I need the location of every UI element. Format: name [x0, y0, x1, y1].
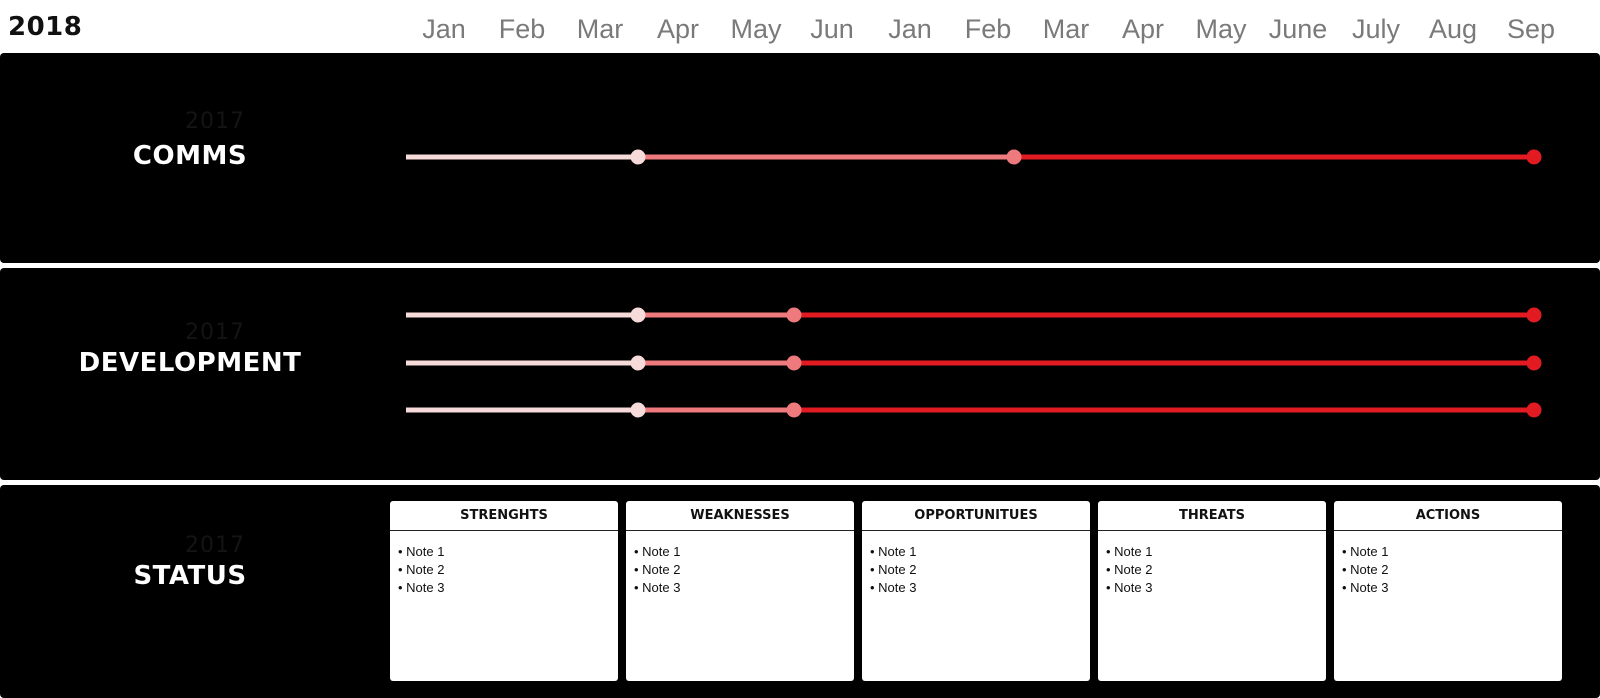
- status-label: STATUS: [133, 561, 247, 591]
- note-item: • Note 1: [398, 543, 618, 561]
- note-item: • Note 2: [1342, 561, 1562, 579]
- card-opportunitues: [862, 501, 1090, 681]
- comms-band: [0, 53, 1600, 263]
- month-label: Feb: [498, 14, 546, 44]
- note-item: • Note 2: [1106, 561, 1326, 579]
- development-ghost-year: 2017: [185, 320, 245, 345]
- card-notes: [1334, 531, 1562, 597]
- development-track-1-milestone-3[interactable]: [1527, 308, 1542, 323]
- development-timeline: [0, 268, 1600, 480]
- comms-track-1-milestone-3[interactable]: [1527, 150, 1542, 165]
- comms-track-1-milestone-1[interactable]: [631, 150, 646, 165]
- month-label: May: [730, 14, 782, 44]
- note-item: • Note 1: [1342, 543, 1562, 561]
- month-header: [0, 14, 1600, 48]
- development-track-2-milestone-3[interactable]: [1527, 356, 1542, 371]
- month-label: Aug: [1428, 14, 1478, 44]
- development-track-3-milestone-1[interactable]: [631, 403, 646, 418]
- month-label: Sep: [1506, 14, 1556, 44]
- note-item: • Note 2: [398, 561, 618, 579]
- month-label: July: [1351, 14, 1400, 44]
- comms-ghost-year: 2017: [185, 109, 245, 134]
- card-title: THREATS: [1098, 501, 1326, 531]
- development-track-2-milestone-2[interactable]: [787, 356, 802, 371]
- note-item: • Note 2: [870, 561, 1090, 579]
- card-notes: [390, 531, 618, 597]
- note-item: • Note 3: [634, 579, 854, 597]
- status-ghost-year: 2017: [185, 533, 245, 558]
- month-label: Mar: [1042, 14, 1090, 44]
- card-threats: [1098, 501, 1326, 681]
- note-item: • Note 3: [1106, 579, 1326, 597]
- month-label: Feb: [964, 14, 1012, 44]
- note-item: • Note 3: [870, 579, 1090, 597]
- card-notes: [1098, 531, 1326, 597]
- development-track-3-milestone-2[interactable]: [787, 403, 802, 418]
- card-weaknesses: [626, 501, 854, 681]
- note-item: • Note 2: [634, 561, 854, 579]
- month-label: Jun: [810, 14, 854, 44]
- note-item: • Note 1: [1106, 543, 1326, 561]
- month-label: Jan: [422, 14, 466, 44]
- card-title: STRENGHTS: [390, 501, 618, 531]
- development-band: [0, 268, 1600, 480]
- year-title: 2018: [8, 12, 83, 42]
- card-title: OPPORTUNITUES: [862, 501, 1090, 531]
- note-item: • Note 3: [1342, 579, 1562, 597]
- card-notes: [626, 531, 854, 597]
- card-notes: [862, 531, 1090, 597]
- development-track-3-milestone-3[interactable]: [1527, 403, 1542, 418]
- comms-timeline: [0, 53, 1600, 263]
- month-label: Mar: [576, 14, 624, 44]
- month-label: Jan: [888, 14, 932, 44]
- card-title: ACTIONS: [1334, 501, 1562, 531]
- note-item: • Note 3: [398, 579, 618, 597]
- month-label: Apr: [656, 14, 700, 44]
- status-band: [0, 485, 1600, 698]
- development-track-1-milestone-1[interactable]: [631, 308, 646, 323]
- note-item: • Note 1: [634, 543, 854, 561]
- month-label: June: [1268, 14, 1328, 44]
- note-item: • Note 1: [870, 543, 1090, 561]
- development-track-2-milestone-1[interactable]: [631, 356, 646, 371]
- month-label: Apr: [1121, 14, 1165, 44]
- month-label: May: [1195, 14, 1247, 44]
- comms-track-1-milestone-2[interactable]: [1007, 150, 1022, 165]
- development-label: DEVELOPMENT: [78, 348, 302, 378]
- card-actions: [1334, 501, 1562, 681]
- development-track-1-milestone-2[interactable]: [787, 308, 802, 323]
- card-strenghts: [390, 501, 618, 681]
- card-title: WEAKNESSES: [626, 501, 854, 531]
- comms-label: COMMS: [132, 141, 248, 171]
